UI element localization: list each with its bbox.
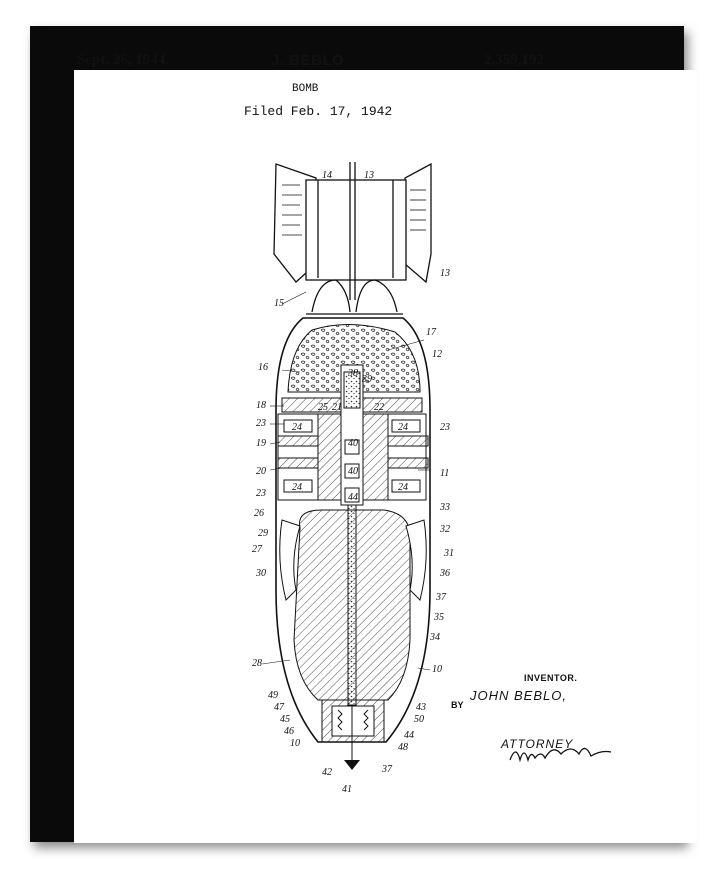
ref-15: 15 (274, 298, 284, 309)
ref-31: 31 (444, 548, 454, 559)
ref-40-mid: 40 (348, 466, 358, 477)
ref-39: 39 (362, 374, 372, 385)
ref-37-body: 37 (436, 592, 446, 603)
ref-17: 17 (426, 327, 436, 338)
ref-37-base: 37 (382, 764, 392, 775)
ref-25: 25 (318, 402, 328, 413)
ref-33: 33 (440, 502, 450, 513)
ref-19: 19 (256, 438, 266, 449)
ref-23-top: 23 (256, 418, 266, 429)
ref-13-fin: 13 (440, 268, 450, 279)
base-mechanism (322, 700, 384, 760)
filed-date: Filed Feb. 17, 1942 (244, 104, 393, 119)
ref-40-top: 40 (348, 438, 358, 449)
ref-18: 18 (256, 400, 266, 411)
ref-29: 29 (258, 528, 268, 539)
patent-date: Sept. 26, 1944. (77, 52, 170, 68)
ref-13: 13 (364, 170, 374, 181)
ref-12: 12 (432, 349, 442, 360)
ref-44-lower: 44 (404, 730, 414, 741)
ref-23-right: 23 (440, 422, 450, 433)
by-label: BY (451, 700, 464, 710)
ref-23-bottom: 23 (256, 488, 266, 499)
ref-35: 35 (434, 612, 444, 623)
ref-48: 48 (398, 742, 408, 753)
firing-rod (348, 505, 356, 705)
central-tube (341, 365, 363, 505)
inventor-name: JOHN BEBLO, (470, 688, 567, 703)
ref-42: 42 (322, 767, 332, 778)
ref-24-tl: 24 (292, 422, 302, 433)
ref-21: 21 (332, 402, 342, 413)
ref-28: 28 (252, 658, 262, 669)
tail-fin-assembly (274, 162, 431, 314)
attorney-label: ATTORNEY (501, 737, 574, 751)
ref-16: 16 (258, 362, 268, 373)
ref-50: 50 (414, 714, 424, 725)
ref-10-base: 10 (290, 738, 300, 749)
ref-24-br: 24 (398, 482, 408, 493)
ref-38: 38 (348, 368, 358, 379)
ref-34: 34 (430, 632, 440, 643)
ref-44-upper: 44 (348, 492, 358, 503)
ref-47: 47 (274, 702, 284, 713)
ref-24-bl: 24 (292, 482, 302, 493)
patent-number: 2,359,192 (484, 52, 544, 68)
ref-24-tr: 24 (398, 422, 408, 433)
patent-subject: BOMB (292, 83, 319, 95)
ref-49: 49 (268, 690, 278, 701)
ref-27: 27 (252, 544, 262, 555)
ref-46: 46 (284, 726, 294, 737)
ref-11: 11 (440, 468, 450, 479)
nose-pin (344, 760, 360, 770)
inventor-label: INVENTOR. (524, 673, 578, 683)
ref-43: 43 (416, 702, 426, 713)
ref-14: 14 (322, 170, 332, 181)
inventor-header: J. BEBLO (271, 52, 345, 69)
ref-30: 30 (256, 568, 266, 579)
ref-26: 26 (254, 508, 264, 519)
ref-45: 45 (280, 714, 290, 725)
ref-32: 32 (440, 524, 450, 535)
ref-20: 20 (256, 466, 266, 477)
ref-41: 41 (342, 784, 352, 795)
ref-22: 22 (374, 402, 384, 413)
ref-10-body: 10 (432, 664, 442, 675)
ref-36: 36 (440, 568, 450, 579)
